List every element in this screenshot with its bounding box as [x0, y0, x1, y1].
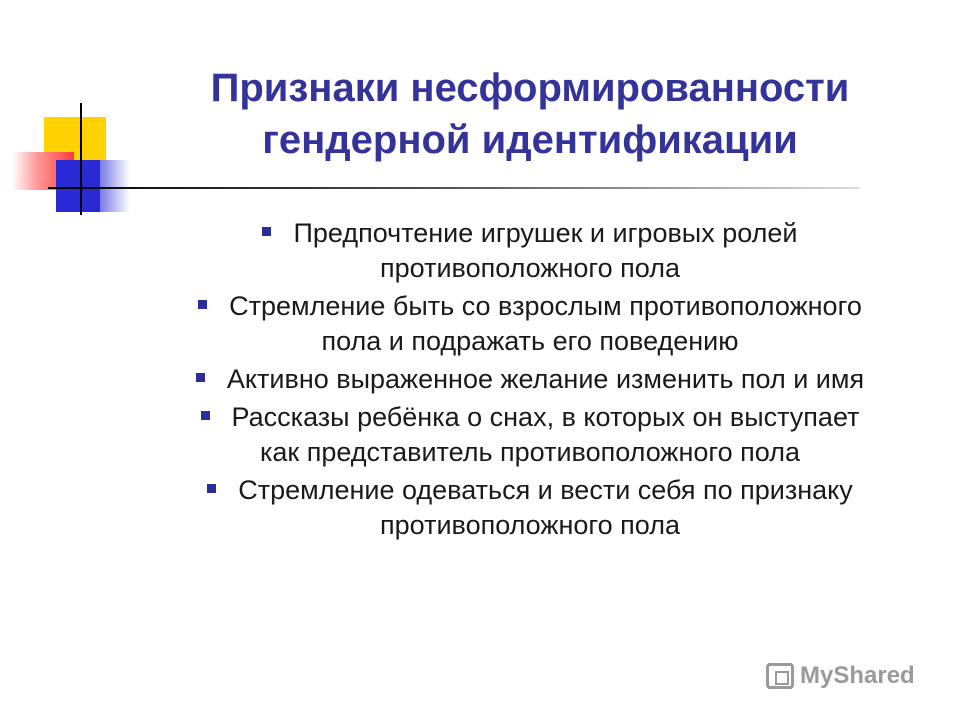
watermark — [766, 658, 915, 694]
watermark-text: MyShared — [800, 662, 915, 689]
list-item — [120, 400, 940, 470]
vertical-rule — [80, 103, 82, 215]
bullet-text: Рассказы ребёнка о снах, в которых он выступает — [231, 402, 860, 432]
bullet-text: Стремление быть со взрослым противоположного — [229, 291, 862, 321]
bullet-text-cont: как представитель противоположного пола — [259, 437, 800, 467]
square-bullet-icon — [262, 227, 271, 236]
bullet-list — [120, 216, 940, 546]
slide-title — [140, 62, 920, 166]
list-item — [120, 362, 940, 397]
bullet-text: Активно выраженное желание изменить пол и имя — [226, 364, 865, 394]
bullet-text-cont: пола и подражать его поведению — [321, 326, 739, 356]
title-line-1: Признаки несформированности — [210, 66, 850, 110]
list-item — [120, 216, 940, 286]
square-bullet-icon — [207, 484, 216, 493]
bullet-text-cont: противоположного пола — [380, 510, 680, 540]
title-line-2: гендерной идентификации — [262, 118, 798, 162]
bullet-text-cont: противоположного пола — [380, 253, 680, 283]
square-bullet-icon — [196, 373, 205, 382]
title-underline — [48, 187, 860, 189]
list-item — [120, 289, 940, 359]
square-bullet-icon — [201, 411, 210, 420]
bullet-text: Предпочтение игрушек и игровых ролей — [293, 218, 798, 248]
bullet-text: Стремление одеваться и вести себя по признаку — [238, 475, 853, 505]
list-item — [120, 473, 940, 543]
square-bullet-icon — [198, 300, 207, 309]
decorative-squares — [0, 0, 140, 230]
presentation-board-icon — [766, 663, 794, 689]
blue-fade — [100, 160, 130, 212]
